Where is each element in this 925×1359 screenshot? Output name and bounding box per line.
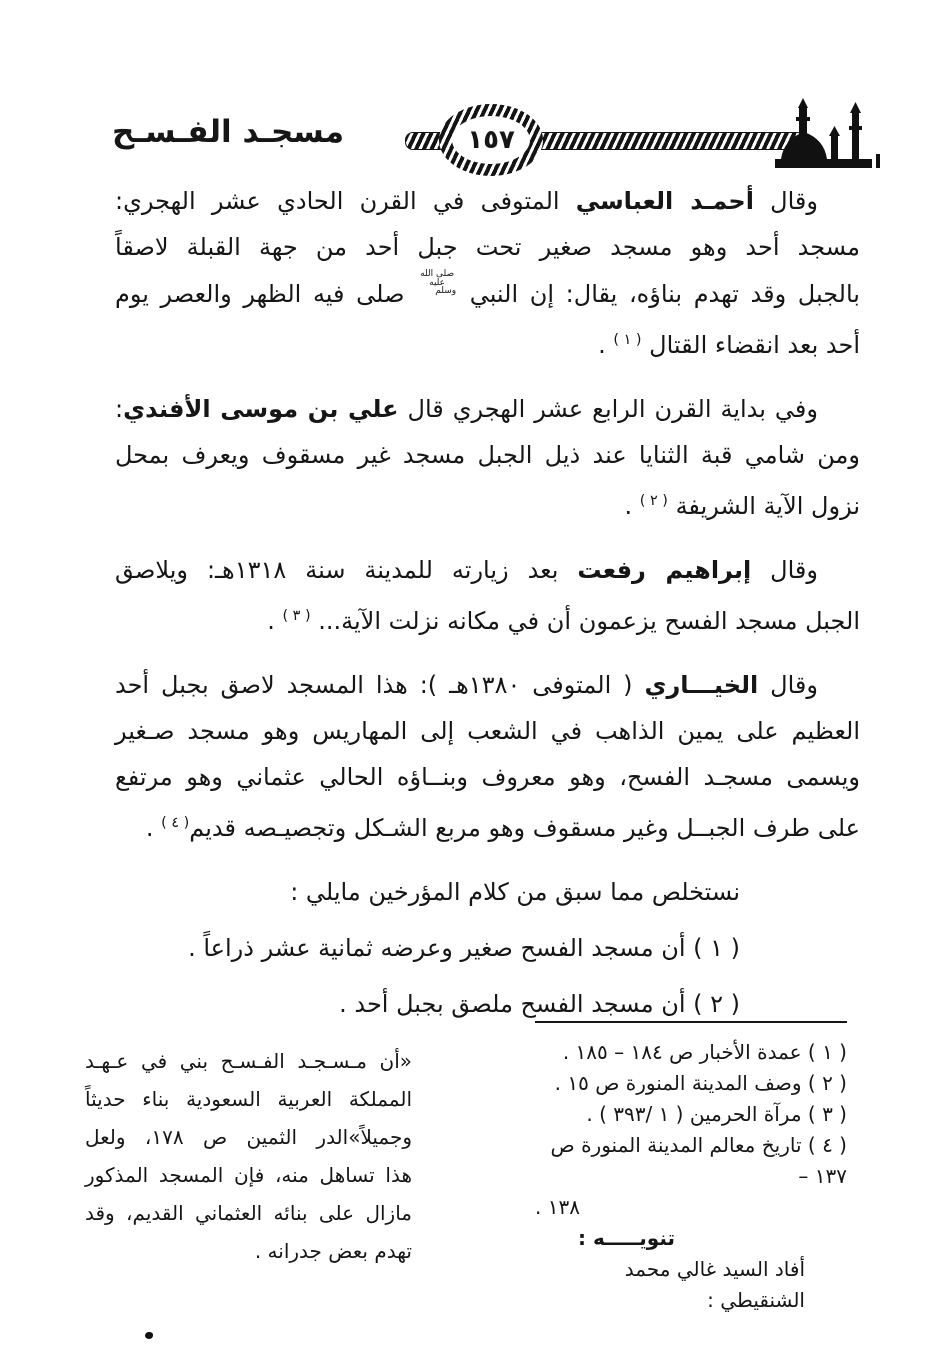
paragraph-khayari: [115, 662, 860, 851]
conclusion-intro: [115, 869, 860, 915]
ink-speck: [145, 1332, 153, 1339]
text-segment: ( ٣ ) مرآة الحرمين ( ١ /٣٩٣ ) .: [586, 1102, 847, 1126]
text-line: [115, 708, 860, 754]
mosque-icon: [772, 96, 882, 172]
footnotes-column: [535, 1021, 847, 1316]
text-line: [535, 1130, 847, 1192]
text-line: [85, 1080, 412, 1118]
page-number: ١٥٧: [452, 116, 530, 164]
text-segment: على طرف الجبــل وغير مسقوف وهو مربع الشـكل وتجصيـصه قديم: [189, 814, 860, 842]
text-segment: المتوفى في القرن الحادي عشر الهجري:: [115, 187, 576, 215]
text-line: [535, 1037, 847, 1068]
text-segment: ( ٤ ) تاريخ معالم المدينة المنورة ص ١٣٧ –: [550, 1133, 847, 1188]
paragraph-rifaat: [115, 547, 860, 644]
text-segment: ويسمى مسجـد الفسح، وهو معروف وبنــاؤه الحالي عثماني وهو مرتفع: [115, 763, 860, 791]
text-line: [85, 1194, 412, 1232]
text-line: [115, 224, 860, 270]
text-segment: مسجد أحد وهو مسجد صغير تحت جبل أحد من جهة القبلة لاصقاً: [115, 233, 860, 261]
footnote-ref: ( ١ ): [613, 332, 642, 348]
footnote-ref: ( ٢ ): [639, 493, 668, 509]
text-segment: نزول الآية الشريفة: [667, 492, 860, 520]
text-line: [115, 925, 740, 971]
page-title: مسجـد الفـسـح: [112, 114, 345, 150]
text-line: [85, 1042, 412, 1080]
text-line: [115, 869, 740, 915]
text-segment: وقال: [751, 556, 818, 584]
text-segment: صلى فيه الظهر والعصر يوم: [115, 280, 417, 308]
text-segment: .: [267, 607, 283, 635]
text-segment: «أن مـسـجـد الفـسـح بني في عـهـد: [85, 1049, 412, 1073]
text-line: [115, 178, 860, 224]
paragraph-afandi: [115, 386, 860, 529]
footnote-separator: [535, 1021, 847, 1023]
text-line: [115, 317, 860, 368]
text-segment: نستخلص مما سبق من كلام المؤرخين مايلي :: [290, 878, 740, 906]
footnote-ref: ( ٤ ): [161, 815, 190, 831]
text-line: [115, 270, 860, 317]
body-text: [115, 178, 860, 1037]
text-segment: ١٣٨ .: [535, 1195, 580, 1219]
text-segment: هذا تساهل منه، فإن المسجد المذكور: [85, 1163, 412, 1187]
text-segment: ( ١ ) عمدة الأخبار ص ١٨٤ – ١٨٥ .: [562, 1040, 847, 1064]
text-segment: أحمـد العباسي: [575, 187, 754, 215]
text-segment: ( ١ ) أن مسجد الفسح صغير وعرضه ثمانية عشر ذراعاً .: [188, 934, 740, 962]
text-segment: وجميلاً»الدر الثمين ص ١٧٨، ولعل: [85, 1125, 412, 1149]
text-segment: .: [145, 814, 162, 842]
text-segment: ( ٢ ) أن مسجد الفسح ملصق بجبل أحد .: [339, 990, 740, 1018]
text-segment: ( ٢ ) وصف المدينة المنورة ص ١٥ .: [554, 1071, 847, 1095]
text-segment: الخيـــاري: [644, 671, 759, 699]
text-segment: تهدم بعض جدرانه .: [254, 1239, 412, 1263]
text-segment: :: [115, 395, 124, 423]
conclusion-item-1: [115, 925, 860, 971]
text-line: [535, 1254, 847, 1316]
text-segment: تنويـــــه :: [578, 1226, 675, 1250]
side-note-column: [85, 1042, 412, 1270]
footnote-ref: ( ٣ ): [282, 608, 311, 624]
text-segment: بعد زيارته للمدينة سنة ١٣١٨هـ: ويلاصق: [115, 556, 578, 584]
text-line: [115, 593, 860, 644]
text-line: [115, 478, 860, 529]
text-line: [115, 432, 860, 478]
text-line: [115, 386, 860, 432]
prophet-honorific-seal: صلى الله عليه وسلم: [420, 269, 457, 296]
text-line: [535, 1192, 847, 1223]
text-line: [85, 1232, 412, 1270]
text-segment: أحد بعد انقضاء القتال: [641, 331, 860, 359]
text-line: [535, 1099, 847, 1130]
text-segment: مازال على بنائه العثماني القديم، وقد: [85, 1201, 412, 1225]
text-line: [115, 754, 860, 800]
text-line: [115, 547, 860, 593]
footnote-list: [535, 1037, 847, 1316]
text-line: [115, 800, 860, 851]
text-segment: .: [624, 492, 640, 520]
text-segment: وقال: [753, 187, 818, 215]
text-segment: وفي بداية القرن الرابع عشر الهجري قال: [398, 395, 818, 423]
text-segment: إبراهيم رفعت: [577, 556, 752, 584]
text-line: [535, 1223, 847, 1254]
paragraph-abbasi: [115, 178, 860, 368]
text-segment: العظيم على يمين الذاهب في الشعب إلى المهاريس وهو مسجد صـغير: [115, 717, 860, 745]
text-line: [85, 1156, 412, 1194]
text-segment: ( المتوفى ١٣٨٠هـ ): هذا المسجد لاصق بجبل أحد: [115, 671, 645, 699]
text-line: [535, 1068, 847, 1099]
text-line: [115, 662, 860, 708]
text-line: [85, 1118, 412, 1156]
text-segment: المملكة العربية السعودية بناء حديثاً: [85, 1087, 412, 1111]
text-segment: ومن شامي قبة الثنايا عند ذيل الجبل مسجد غير مسقوف ويعرف بمحل: [115, 441, 860, 469]
page-number-badge: [439, 104, 543, 176]
text-segment: وقال: [758, 671, 818, 699]
text-segment: .: [598, 331, 614, 359]
text-segment: علي بن موسى الأفندي: [123, 395, 399, 423]
text-segment: بالجبل وقد تهدم بناؤه، يقال: إن النبي: [458, 280, 860, 308]
text-segment: أفاد السيد غالي محمد الشنقيطي :: [624, 1257, 805, 1312]
text-segment: الجبل مسجد الفسح يزعمون أن في مكانه نزلت الآية...: [310, 607, 860, 635]
